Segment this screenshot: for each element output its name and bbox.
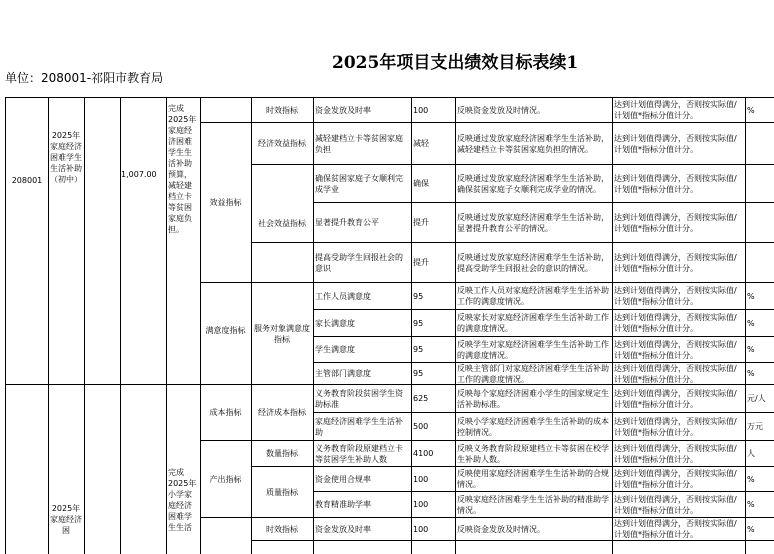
indicator-unit	[747, 203, 774, 242]
indicator-unit: %	[747, 524, 755, 534]
level2-economic-cost: 经济成本指标	[258, 408, 306, 417]
indicator-value: 625	[413, 394, 429, 403]
level1-cost: 成本指标	[209, 408, 242, 417]
indicator-name: 教育精准助学率	[315, 500, 371, 509]
scoring-method: 达到计划值得满分，否则按实际值/计划值*指标分值计分。	[614, 339, 737, 360]
indicator-desc: 反映资金发放及时情况。	[457, 105, 545, 115]
scoring-method: 达到计划值得满分，否则按实际值/计划值*指标分值计分。	[614, 519, 737, 539]
level2-quantity: 数量指标	[266, 449, 298, 458]
indicator-name: 义务教育阶段原建档立卡等贫困学生补助人数	[315, 443, 403, 464]
indicator-desc: 反映使用家庭经济困难学生生活补助的合规情况。	[457, 469, 609, 489]
project-goal: 完成2025年小学家庭经济困难学生生活	[168, 468, 197, 532]
indicator-value: 4100	[413, 449, 434, 458]
indicator-name: 资金使用合规率	[315, 474, 371, 484]
indicator-name: 义务教育阶段贫困学生资助标准	[315, 388, 403, 409]
indicator-desc: 反映义务教育阶段原建档立卡等贫困在校学生补助人数。	[457, 443, 609, 464]
scoring-method: 达到计划值得满分，否则按实际值/计划值*指标分值计分。	[614, 388, 737, 409]
scoring-method: 达到计划值得满分，否则按实际值/计划值*指标分值计分。	[614, 212, 737, 233]
unit-label: 单位：208001-祁阳市教育局	[5, 71, 164, 85]
indicator-desc: 反映每个家庭经济困难小学生的国家规定生活补助标准。	[457, 388, 609, 409]
project-name: 2025年家庭经济困	[50, 504, 82, 535]
indicator-value: 95	[413, 291, 424, 301]
indicator-unit: %	[747, 345, 755, 354]
scoring-method: 达到计划值得满分，否则按实际值/计划值*指标分值计分。	[614, 363, 737, 384]
scoring-method: 达到计划值得满分，否则按实际值/计划值*指标分值计分。	[614, 173, 737, 194]
indicator-desc: 反映通过发放家庭经济困难学生生活补助，显著提升教育公平的情况。	[457, 212, 609, 233]
project-goal: 完成2025年家庭经济困难学生生活补助预算，减轻建档立卡等贫困家庭负担。	[168, 104, 197, 234]
indicator-unit: 人	[747, 449, 755, 458]
indicator-name: 学生满意度	[315, 345, 355, 354]
indicator-name: 工作人员满意度	[315, 291, 371, 301]
indicator-value: 100	[413, 105, 429, 115]
page-title: 2025年项目支出绩效目标表续1	[332, 53, 579, 73]
indicator-value: 95	[413, 369, 424, 378]
project-name: 2025年家庭经济困难学生生活补助（初中）	[50, 131, 82, 184]
indicator-unit: %	[747, 105, 755, 115]
indicator-value: 95	[413, 345, 424, 354]
level1-output: 产出指标	[209, 474, 242, 484]
indicator-desc: 反映资金发放及时情况。	[457, 524, 545, 534]
indicator-unit: %	[747, 369, 755, 378]
indicator-unit: %	[747, 474, 755, 484]
indicator-name: 资金发放及时率	[315, 524, 371, 534]
indicator-unit: 元/人	[747, 394, 766, 403]
scoring-method: 达到计划值得满分，否则按实际值/计划值*指标分值计分。	[614, 494, 737, 515]
level2-timeliness: 时效指标	[266, 524, 298, 534]
indicator-desc: 反映学生对家庭经济困难学生生活补助工作的满意度情况。	[457, 339, 609, 360]
scoring-method: 达到计划值得满分，否则按实际值/计划值*指标分值计分。	[614, 133, 737, 154]
level2-social-benefit: 社会效益指标	[258, 219, 306, 228]
indicator-value: 100	[413, 474, 429, 484]
indicator-desc: 反映家庭经济困难学生生活补助的精准助学情况。	[457, 494, 609, 515]
indicator-unit	[747, 243, 774, 282]
level1-benefit: 效益指标	[209, 197, 242, 207]
indicator-name: 家庭经济困难学生生活补助	[315, 416, 403, 437]
indicator-name: 提高受助学生回报社会的意识	[315, 252, 403, 273]
indicator-value: 提升	[413, 258, 429, 267]
level2-economic-benefit: 经济效益指标	[258, 139, 306, 148]
indicator-unit	[747, 123, 774, 164]
indicator-value: 95	[413, 318, 424, 328]
scoring-method: 达到计划值得满分，否则按实际值/计划值*指标分值计分。	[614, 443, 737, 464]
level2-quality: 质量指标	[266, 487, 298, 497]
indicator-unit	[747, 165, 774, 202]
indicator-desc: 反映通过发放家庭经济困难学生生活补助，提高受助学生回报社会的意识的情况。	[457, 252, 609, 273]
level2-service-satisfaction: 服务对象满意度指标	[254, 323, 310, 344]
indicator-unit: 万元	[747, 422, 763, 431]
indicator-name: 主管部门满意度	[315, 369, 371, 378]
indicator-value: 提升	[413, 218, 429, 227]
indicator-value: 确保	[413, 179, 429, 188]
indicator-value: 100	[413, 524, 429, 534]
project-code: 208001	[11, 175, 43, 185]
scoring-method: 达到计划值得满分，否则按实际值/计划值*指标分值计分。	[614, 416, 737, 437]
scoring-method: 达到计划值得满分，否则按实际值/计划值*指标分值计分。	[614, 313, 737, 333]
level2-timeliness: 时效指标	[266, 105, 298, 115]
project-amount: 1,007.00	[121, 169, 157, 179]
indicator-name: 家长满意度	[315, 318, 355, 328]
indicator-desc: 反映工作人员对家庭经济困难学生生活补助工作的满意度情况。	[457, 286, 609, 306]
indicator-name: 资金发放及时率	[315, 105, 371, 115]
indicator-value: 500	[413, 422, 429, 431]
indicator-desc: 反映通过发放家庭经济困难学生生活补助，减轻建档立卡等贫困家庭负担的情况。	[457, 133, 609, 154]
indicator-unit: %	[747, 318, 755, 328]
indicator-value: 100	[413, 500, 429, 509]
scoring-method: 达到计划值得满分，否则按实际值/计划值*指标分值计分。	[614, 469, 737, 489]
indicator-unit: %	[747, 500, 755, 509]
scoring-method: 达到计划值得满分，否则按实际值/计划值*指标分值计分。	[614, 286, 737, 306]
indicator-name: 确保贫困家庭子女顺利完成学业	[315, 173, 403, 194]
indicator-name: 显著提升教育公平	[315, 218, 379, 227]
indicator-desc: 反映小学家庭经济困难学生生活补助的成本控制情况。	[457, 416, 609, 437]
indicator-desc: 反映主管部门对家庭经济困难学生生活补助工作的满意度情况。	[457, 363, 609, 384]
indicator-desc: 反映家长对家庭经济困难学生生活补助工作的满意度情况。	[457, 313, 609, 333]
indicator-desc: 反映通过发放家庭经济困难学生生活补助，确保贫困家庭子女顺利完成学业的情况。	[457, 173, 609, 194]
scoring-method: 达到计划值得满分，否则按实际值/计划值*指标分值计分。	[614, 100, 737, 120]
level1-satisfaction: 满意度指标	[205, 325, 246, 335]
indicator-value: 减轻	[413, 139, 429, 148]
indicator-unit: %	[747, 291, 755, 301]
indicator-name: 减轻建档立卡等贫困家庭负担	[315, 133, 403, 154]
scoring-method: 达到计划值得满分，否则按实际值/计划值*指标分值计分。	[614, 252, 737, 273]
